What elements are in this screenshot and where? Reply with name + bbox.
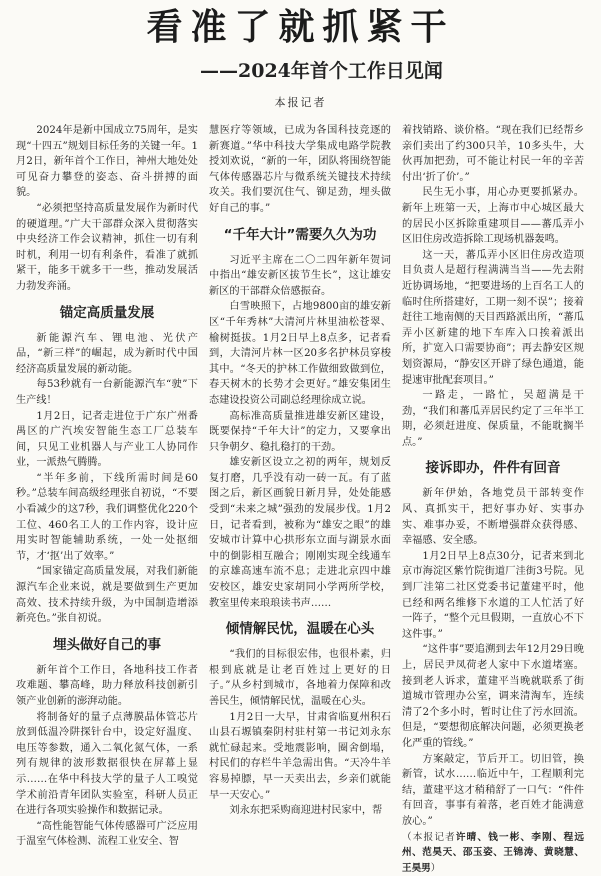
paragraph: 1月2日，记者走进位于广东广州番禺区的广汽埃安智能生态工厂总装车间，只见工业机器人与产业工人协同作业，一派热气腾腾。: [16, 410, 198, 469]
paragraph: “这件事”要追溯到去年12月29日晚上，居民尹凤荷老人家中下水道堵塞。接到老人诉求，董建平当晚就联系了街道城市管理办公室，调来清淘车，连续清了2个多小时，暂时让住了污水回流。但是，“要想彻底解决问题，必须更换老化严重的管线。”: [402, 644, 584, 749]
credit-suffix: ）: [430, 862, 441, 874]
article-column-3: [402, 123, 585, 874]
paragraph: “半年多前，下线所需时间是60秒。”总装车间高级经理张自初说，“不要小看减少的这7秒，我们调整优化220个工位、460名工人的工作内容，设计应用实时智能辅助系统，一处一处抠细节，才‘抠’出了效率。”: [16, 472, 198, 562]
section-heading: “千年大计”需要久久为功: [223, 226, 377, 243]
paragraph: 刘永东把采购商迎进村民家中，帮: [229, 805, 383, 817]
paragraph: 民生无小事，用心办更要抓紧办。新年上班第一天，上海市中心城区最大的居民小区拆除重建项目——蕃瓜弄小区旧住房改造拆除工现场机器轰鸣。: [402, 187, 584, 246]
paragraph: “高性能智能气体传感器可广泛应用于温室气体检测、流程工业安全、智: [16, 820, 198, 848]
paragraph: 着找销路、谈价格。“现在我们已经帮乡亲们卖出了约300只羊，10多头牛，大伙再加把劲，可不能让村民一年的辛苦付出‘折了价’。”: [402, 125, 584, 183]
paragraph: 这一天，蕃瓜弄小区旧住房改造项目负责人是超行程满满当当——先去附近协调场地，“把要进场的上百名工人的临时住所搭建好，工期一刻不误”；接着赶往工地南侧的天目西路派出所，“蕃瓜弄小区新建的地下车库入口挨着派出所，扩宽入口需要协商”；再去静安区规划资源局，“静安区开辟了绿色通道，能提速审批配套项目。”: [402, 249, 584, 386]
reporter-credit: [402, 830, 584, 876]
paragraph: “国家锚定高质量发展，对我们新能源汽车企业来说，就是要做到生产更加高效、技术持续升级，为中国制造增添新亮色。”张自初说。: [16, 566, 198, 625]
headline: 看准了就抓紧干: [146, 7, 455, 48]
credit-names: 许晴、钱一彬、李刚、程远州、范昊天、邵玉姿、王锦涛、黄晓慧、王昊男: [402, 831, 585, 874]
paragraph: “我们的目标很宏伟，也很朴素，归根到底就是让老百姓过上更好的日子。”从乡村到城市，各地着力保障和改善民生，倾情解民忧，温暖在心头。: [209, 649, 391, 707]
section-heading: 埋头做好自己的事: [53, 636, 161, 653]
paragraph: 新年伊始，各地党员干部转变作风、真抓实干，把好事办好、实事办实、难事办妥，不断增强群众获得感、幸福感、安全感。: [402, 488, 584, 547]
paragraph: 习近平主席在二〇二四年新年贺词中指出“雄安新区拔节生长”，这让雄安新区的干部群众倍感振奋。: [209, 254, 391, 297]
credit-prefix: （本报记者: [402, 831, 456, 843]
section-heading: 锚定高质量发展: [59, 304, 155, 321]
paragraph: 新年首个工作日，各地科技工作者攻难题、攀高峰，助力释放科技创新引领产业创新的澎湃动能。: [16, 664, 198, 707]
paragraph: 将制备好的量子点薄膜晶体管芯片放到低温冷阱探针台中，设定好温度、电压等参数，通入二氧化氮气体，一系列有规律的波形数据很快在屏幕上显示……在华中科技大学的量子人工嗅觉学术前沿青年团队实验室，科研人员正在进行各项实验操作和数据记录。: [16, 711, 198, 817]
byline: 本报记者: [274, 96, 327, 109]
section-heading: 倾情解民忧，温暖在心头: [225, 621, 375, 638]
article-column-2: [209, 123, 391, 817]
paragraph: 方案敲定，节后开工。切旧管，换新管，试水……临近中午，工程顺利完结，董建平这才稍稍舒了一口气：“件件有回音，事事有着落，老百姓才能满意放心。”: [402, 753, 584, 827]
paragraph: 高标准高质量推进雄安新区建设，既要保持“千年大计”的定力，又要拿出只争朝夕、稳扎稳打的干劲。: [209, 410, 391, 453]
article-column-1: [16, 123, 198, 848]
paragraph: 一路走，一路忙，吴超满是干劲，“我们和蕃瓜弄居民约定了三年半工期，必须赶进度、保质量，不能耽搁半点。”: [402, 390, 584, 448]
paragraph: 1月2日早上8点30分，记者来到北京市海淀区紫竹院街道厂洼街3号院。见到厂洼第二社区党委书记董建平时，他已经和两名维修下水道的工人忙活了好一阵子，“整个元旦假期，一直放心不下这件事。”: [402, 550, 584, 640]
paragraph: 慧医疗等领域，已成为各国科技竞逐的新赛道。”华中科技大学集成电路学院教授刘欢说，“新的一年，团队将围绕智能气体传感器芯片与微系统关键技术持续攻关。我们要沉住气、铆足劲，埋头做好自己的事。”: [209, 125, 391, 214]
paragraph: 2024年是新中国成立75周年，是实现“十四五”规划目标任务的关键一年。1月2日，新年首个工作日，神州大地处处可见奋力攀登的姿态、奋斗拼搏的面貌。: [16, 125, 198, 199]
paragraph: 每53秒就有一台新能源汽车“驶”下生产线！: [16, 379, 198, 406]
section-heading: 接诉即办，件件有回音: [425, 460, 561, 477]
paragraph: 新能源汽车、锂电池、光伏产品，“新三样”的崛起，成为新时代中国经济高质量发展的新动能。: [16, 332, 198, 375]
paragraph: 1月2日一大早，甘肃省临夏州积石山县石塬镇秦阴村驻村第一书记刘永东就忙碌起来。受地震影响，圈舍倒塌，村民们的存栏牛羊急需出售。“天冷牛羊容易掉膘，早一天卖出去，乡亲们就能早一天安心。”: [209, 711, 391, 801]
paragraph: “必须把坚持高质量发展作为新时代的硬道理。”广大干部群众深入贯彻落实中央经济工作会议精神，抓住一切有利时机，利用一切有利条件，看准了就抓紧干，能多干就多干一些，推动发展活力勃发奔涌。: [16, 202, 198, 292]
subheadline: ——2024年首个工作日见闻: [200, 60, 443, 82]
paragraph: 雄安新区设立之初的两年，规划反复打磨，几乎没有动一砖一瓦。有了蓝图之后，新区画貌日新月异，处处能感受到“未来之城”强劲的发展步伐。1月2日，记者看到，被称为“雄安之眼”的雄安城市计算中心拱形东立面与湖景水面中的倒影相互融合；刚刚实现全线通车的京雄高速车流不息；走进北京四中雄安校区，雄安史家胡同小学两所学校，教室里传来琅琅读书声……: [209, 457, 391, 609]
paragraph: 白雪映照下，占地9800亩的雄安新区“千年秀林”大清河片林里油松苍翠、榆树挺拔。1月2日早上8点多，记者看到，大清河片林一区20多名护林员穿梭其中。“冬天的护林工作做细致做到位，春天树木的长势才会更好。”雄安集团生态建设投资公司副总经理徐成立说。: [209, 301, 391, 406]
